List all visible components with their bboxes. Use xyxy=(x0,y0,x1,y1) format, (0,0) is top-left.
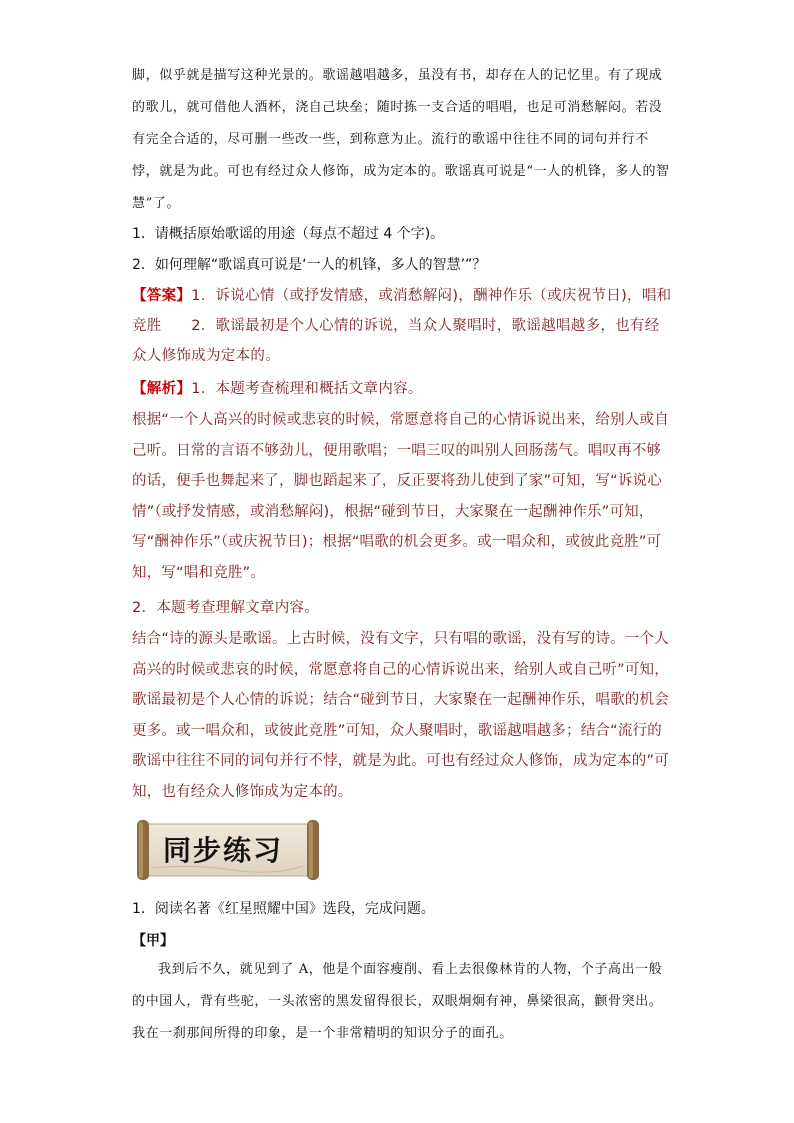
analysis-head-2: 2．本题考查理解文章内容。 xyxy=(132,600,320,616)
top-passage: 脚，似乎就是描写这种光景的。歌谣越唱越多，虽没有书，却存在人的记忆里。有了现成的歌儿，就可借他人酒杯，浇自己块垒；随时拣一支合适的唱唱，也足可消愁解闷。若没有完全合适的，尽可删一些改一些，到称意为止。流行的歌谣中往往不同的词句并行不悖，就是为此。可也有经过众人修饰，成为定本的。歌谣真可说是“一人的机锋，多人的智慧”了。 xyxy=(132,68,670,211)
excerpt-label-jia: 【甲】 xyxy=(132,933,174,949)
answer-block xyxy=(132,281,672,371)
section-banner xyxy=(133,818,321,882)
question-2: 2．如何理解“歌谣真可说是‘一人的机锋，多人的智慧’”？ xyxy=(132,257,487,273)
section-banner-title: 同步练习 xyxy=(163,834,284,867)
analysis-head-block xyxy=(132,374,672,404)
analysis-paragraph-1: 根据“一个人高兴的时候或悲哀的时候，常愿意将自己的心情诉说出来，给别人或自己听。日常的言语不够劲儿，便用歌唱；一唱三叹的叫别人回肠荡气。唱叹再不够的话，便手也舞起来了，脚也蹈起来了，反正要将劲儿使到了家”可知，写“诉说心情”（或抒发情感，或消愁解闷)，根据“碰到节日，大家聚在一起酬神作乐”可知，写“酬神作乐”（或庆祝节日)；根据“唱歌的机会更多。或一唱众和，或彼此竞胜”可知，写“唱和竞胜”。 xyxy=(132,412,669,581)
analysis-tag: 【解析】 xyxy=(132,381,192,397)
question-1: 1．请概括原始歌谣的用途（每点不超过 4 个字)。 xyxy=(132,226,445,242)
answer-tag: 【答案】 xyxy=(132,288,192,304)
answer-text: 1．诉说心情（或抒发情感，或消愁解闷)，酬神作乐（或庆祝节日)，唱和竞胜 2．歌谣最初是个人心情的诉说，当众人聚唱时，歌谣越唱越多，也有经众人修饰成为定本的。 xyxy=(132,288,672,364)
practice-question-1: 1．阅读名著《红星照耀中国》选段，完成问题。 xyxy=(132,901,435,917)
analysis-paragraph-2: 结合“诗的源头是歌谣。上古时候，没有文字，只有唱的歌谣，没有写的诗。一个人高兴的时候或悲哀的时候，常愿意将自己的心情诉说出来，给别人或自己听”可知，歌谣最初是个人心情的诉说；结合“碰到节日，大家聚在一起酬神作乐，唱歌的机会更多。或一唱众和，或彼此竞胜”可知，众人聚唱时，歌谣越唱越多；结合“流行的歌谣中往往不同的词句并行不悖，就是为此。可也有经过众人修饰，成为定本的”可知，也有经众人修饰成为定本的。 xyxy=(132,631,669,800)
analysis-head: 1．本题考查梳理和概括文章内容。 xyxy=(191,381,423,397)
excerpt-jia: 我到后不久，就见到了 A，他是个面容瘦削、看上去很像林肯的人物，个子高出一般的中国人，背有些驼，一头浓密的黑发留得很长，双眼炯炯有神，鼻梁很高，颧骨突出。我在一刹那间所得的印象，是一个非常精明的知识分子的面孔。 xyxy=(132,962,663,1041)
